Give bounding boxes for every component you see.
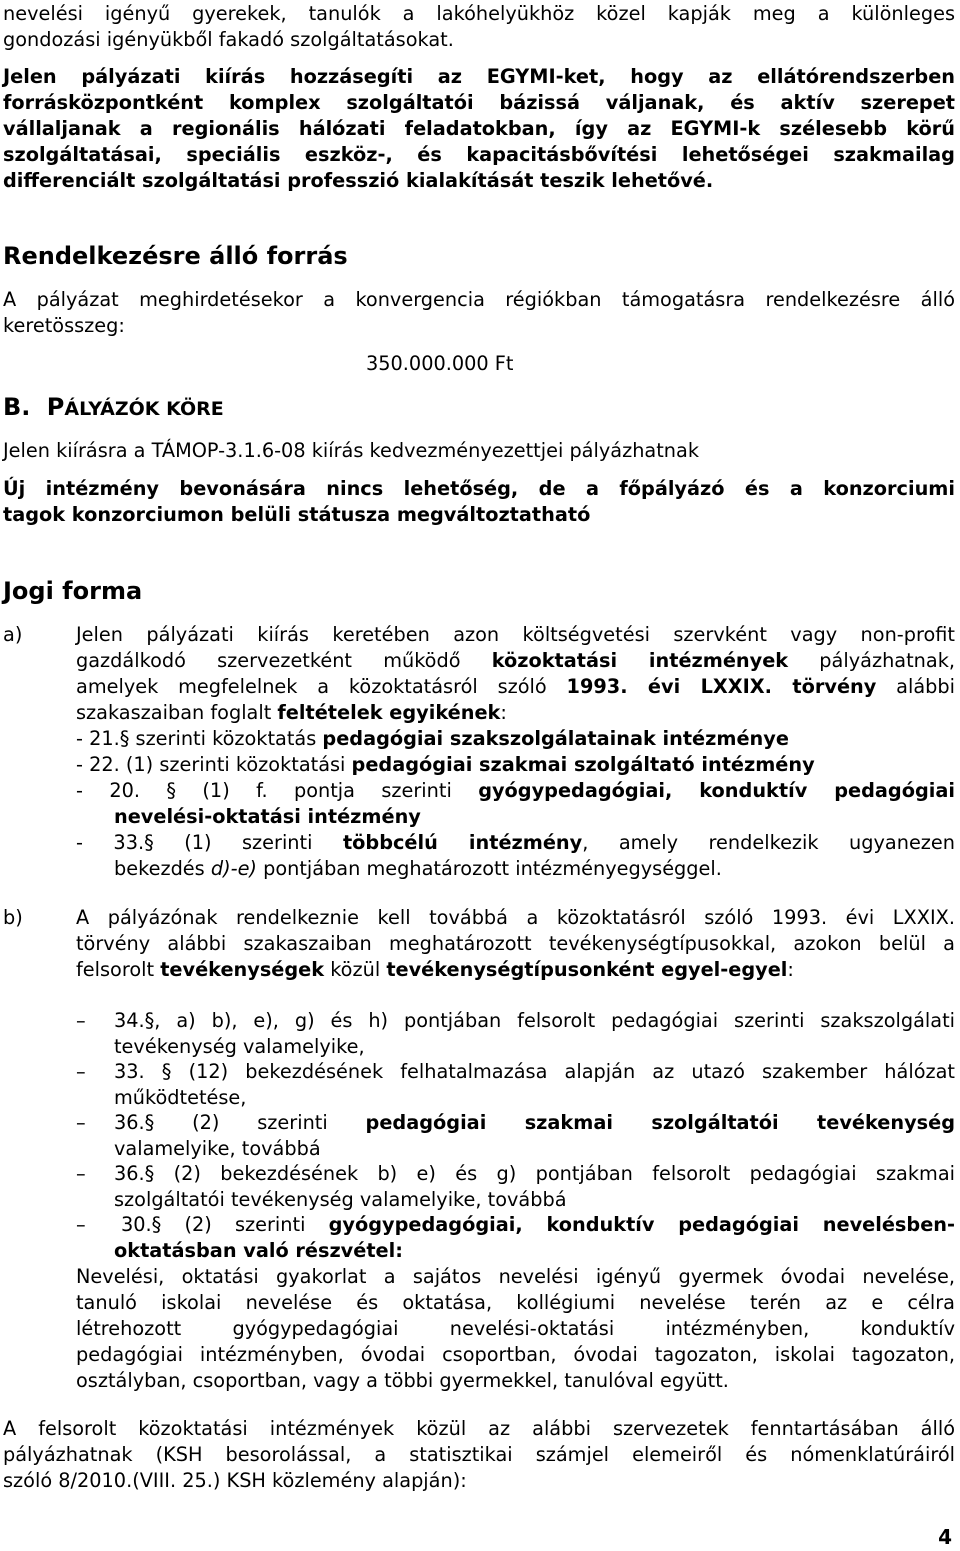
dash-bullet: –	[76, 1009, 86, 1032]
dash-bullet: –	[76, 1111, 86, 1134]
list-label-a: a)	[3, 623, 23, 646]
jogi-b-item-cont: oktatásban való részvétel:	[114, 1239, 403, 1262]
heading-letter: B.	[3, 393, 31, 421]
page-number: 4	[938, 1525, 952, 1549]
jogi-a-item: - 22. (1) szerinti közoktatási pedagógiai szakmai szolgáltató intézmény	[76, 753, 815, 776]
jogi-b-paragraph: tanuló iskolai nevelése és oktatása, kollégiumi nevelése terén az e célra	[76, 1291, 955, 1314]
heading-rest: ÁLYÁZÓK KÖRE	[64, 398, 224, 420]
jogi-b-paragraph: osztályban, csoportban, vagy a többi gyermekkel, tanulóval együtt.	[76, 1369, 729, 1392]
palyazok-bold-line: tagok konzorciumon belüli státusza megváltoztatható	[3, 503, 591, 526]
jogi-a-item: - 20. § (1) f. pontja szerinti gyógypedagógiai, konduktív pedagógiai	[76, 779, 955, 802]
palyazok-bold-line: Új intézmény bevonására nincs lehetőség, de a főpályázó és a konzorciumi	[3, 477, 955, 500]
jogi-a-line: Jelen pályázati kiírás keretében azon költségvetési szervként vagy non-profit	[76, 623, 955, 646]
jogi-b-line: felsorolt tevékenységek közül tevékenységtípusonként egyel-egyel:	[76, 958, 794, 981]
forras-text: A pályázat meghirdetésekor a konvergencia régiókban támogatásra rendelkezésre álló	[3, 288, 955, 311]
section-heading-jogi: Jogi forma	[3, 577, 143, 605]
intro-bold-line: differenciált szolgáltatási professzió kialakítását teszik lehetővé.	[3, 169, 714, 192]
jogi-a-item: - 21.§ szerinti közoktatás pedagógiai szakszolgálatainak intézménye	[76, 727, 789, 750]
section-heading-palyazok	[3, 394, 224, 422]
jogi-a-line: szakaszaiban foglalt feltételek egyikének:	[76, 701, 507, 724]
jogi-b-paragraph: pedagógiai intézményben, óvodai csoportban, óvodai tagozaton, iskolai tagozaton,	[76, 1343, 955, 1366]
dash-bullet: –	[76, 1060, 86, 1083]
jogi-a-line: amelyek megfelelnek a közoktatásról szóló 1993. évi LXXIX. törvény alábbi	[76, 675, 955, 698]
jogi-a-line: gazdálkodó szervezetként működő közoktatási intézmények pályázhatnak,	[76, 649, 955, 672]
forras-text: keretösszeg:	[3, 314, 125, 337]
jogi-b-line: A pályázónak rendelkeznie kell továbbá a közoktatásról szóló 1993. évi LXXIX.	[76, 906, 955, 929]
final-paragraph-line: pályázhatnak (KSH besorolással, a statisztikai számjel elemeiről és nómenklatúráiról	[3, 1443, 955, 1466]
jogi-b-item-cont: valamelyike, továbbá	[114, 1137, 321, 1160]
intro-line: nevelési igényű gyerekek, tanulók a lakóhelyükhöz közel kapják meg a különleges	[3, 2, 955, 25]
forras-amount: 350.000.000 Ft	[366, 352, 514, 375]
intro-bold-line: Jelen pályázati kiírás hozzásegíti az EGYMI-ket, hogy az ellátórendszerben	[3, 65, 955, 88]
section-heading-forras: Rendelkezésre álló forrás	[3, 242, 348, 270]
jogi-b-paragraph: Nevelési, oktatási gyakorlat a sajátos nevelési igényű gyermek óvodai nevelése,	[76, 1265, 955, 1288]
intro-line: gondozási igényükből fakadó szolgáltatásokat.	[3, 28, 454, 51]
dash-bullet: –	[76, 1162, 86, 1185]
jogi-b-item: 36.§ (2) bekezdésének b) e) és g) pontjában felsorolt pedagógiai szakmai	[114, 1162, 955, 1185]
jogi-a-item-cont: nevelési-oktatási intézmény	[114, 805, 421, 828]
jogi-a-item-cont: bekezdés d)-e) pontjában meghatározott intézményegységgel.	[114, 857, 722, 880]
jogi-b-item: 34.§, a) b), e), g) és h) pontjában felsorolt pedagógiai szerinti szakszolgálati	[114, 1009, 955, 1032]
jogi-a-item: - 33.§ (1) szerinti többcélú intézmény, amely rendelkezik ugyanezen	[76, 831, 956, 854]
final-paragraph-line: A felsorolt közoktatási intézmények közül az alábbi szervezetek fenntartásában álló	[3, 1417, 955, 1440]
intro-bold-line: forrásközpontként komplex szolgáltatói bázissá váljanak, és aktív szerepet	[3, 91, 955, 114]
jogi-b-item-cont: tevékenység valamelyike,	[114, 1035, 365, 1058]
dash-bullet: –	[76, 1213, 86, 1236]
jogi-b-paragraph: létrehozott gyógypedagógiai nevelési-oktatási intézményben, konduktív	[76, 1317, 955, 1340]
jogi-b-item: 30.§ (2) szerinti gyógypedagógiai, konduktív pedagógiai nevelésben-	[121, 1213, 955, 1236]
heading-initial: P	[46, 393, 65, 421]
jogi-b-line: törvény alábbi szakaszaiban meghatározott tevékenységtípusokkal, azokon belül a	[76, 932, 955, 955]
final-paragraph-line: szóló 8/2010.(VIII. 25.) KSH közlemény alapján):	[3, 1469, 467, 1492]
intro-bold-line: szolgáltatásai, speciális eszköz-, és kapacitásbővítési lehetőségei szakmailag	[3, 143, 955, 166]
jogi-b-item: 33. § (12) bekezdésének felhatalmazása alapján az utazó szakember hálózat	[114, 1060, 955, 1083]
list-label-b: b)	[3, 906, 23, 929]
jogi-b-item-cont: szolgáltatói tevékenység valamelyike, továbbá	[114, 1188, 567, 1211]
palyazok-text: Jelen kiírásra a TÁMOP-3.1.6-08 kiírás kedvezményezettjei pályázhatnak	[3, 439, 699, 462]
intro-bold-line: vállaljanak a regionális hálózati feladatokban, így az EGYMI-k szélesebb körű	[3, 117, 955, 140]
jogi-b-item-cont: működtetése,	[114, 1086, 247, 1109]
jogi-b-item: 36.§ (2) szerinti pedagógiai szakmai szolgáltatói tevékenység	[114, 1111, 956, 1134]
